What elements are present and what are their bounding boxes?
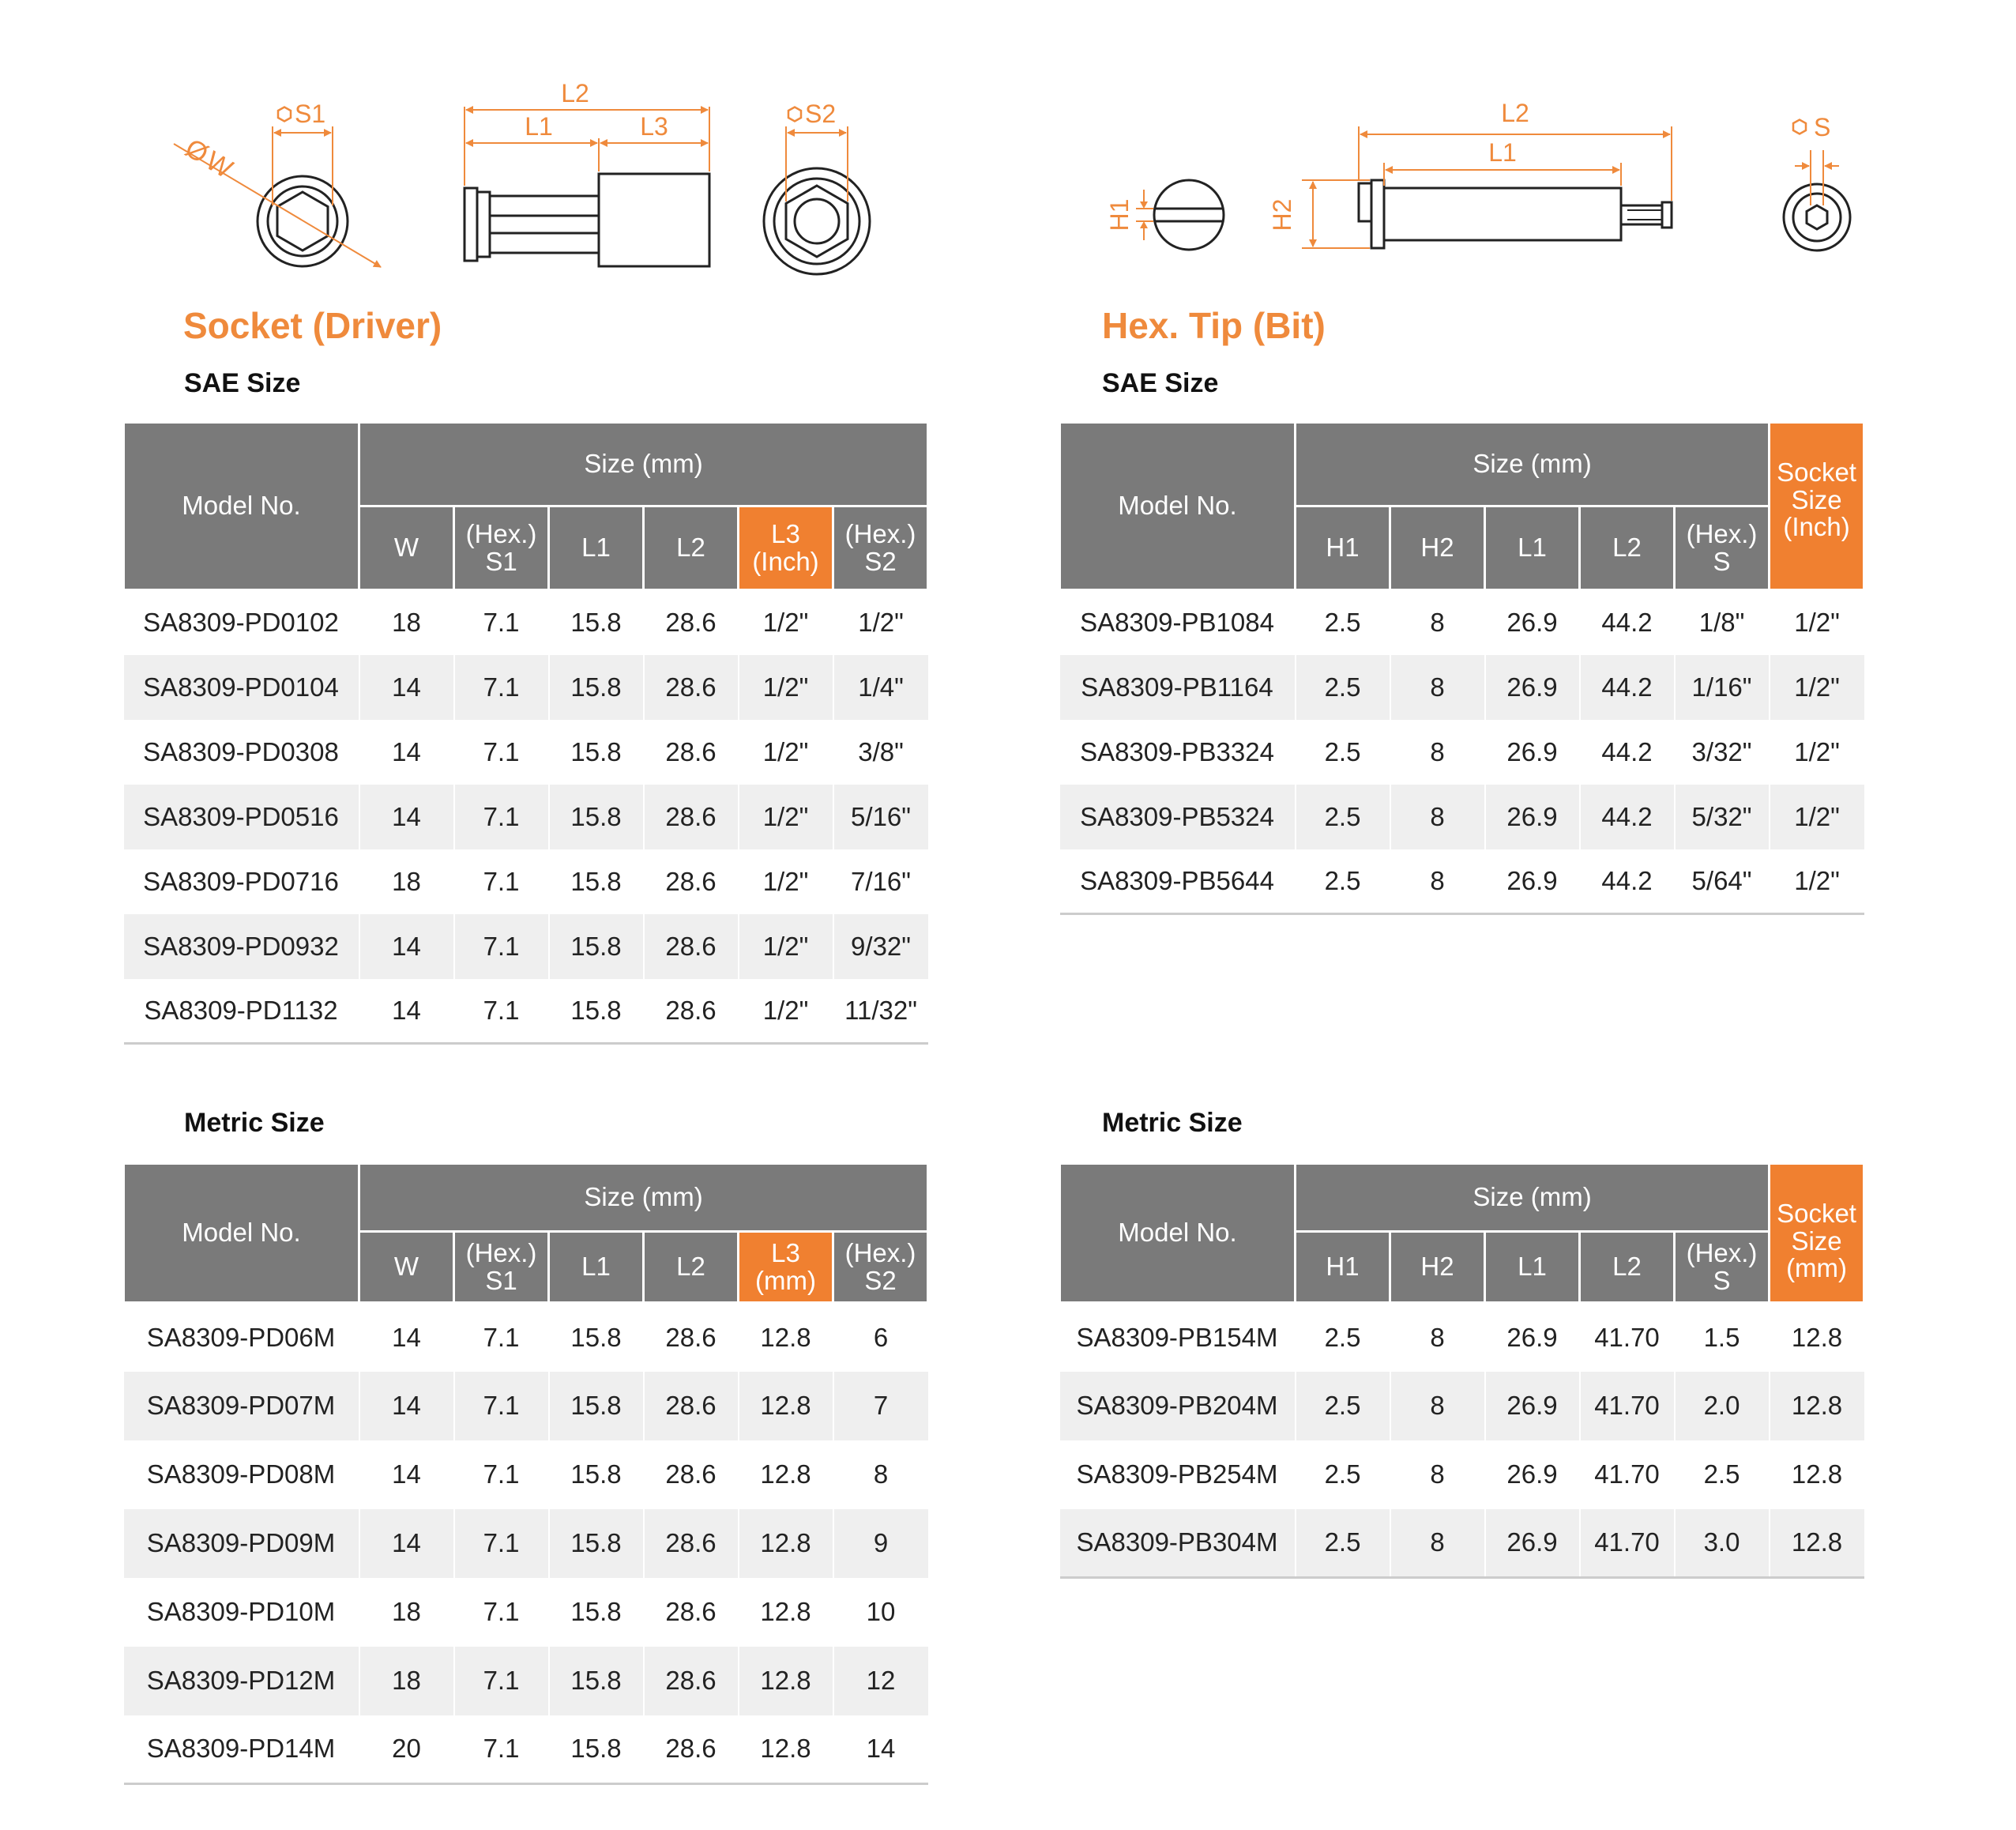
table-cell: 44.2	[1580, 849, 1675, 914]
header-l2: L2	[1580, 1232, 1675, 1303]
table-cell: 28.6	[644, 655, 739, 720]
table-row	[124, 914, 928, 979]
header-l2: L2	[1580, 506, 1675, 590]
header-s2: (Hex.) S2	[833, 1232, 928, 1303]
table-cell: 5/16"	[833, 785, 928, 849]
bit-l2-label: L2	[1501, 99, 1529, 127]
table-cell: 1/2"	[1770, 655, 1864, 720]
table-cell: 15.8	[549, 1440, 644, 1509]
socket-sae-title: SAE Size	[184, 368, 301, 398]
table-cell: 2.5	[1296, 1372, 1390, 1440]
table-cell: 2.5	[1296, 1440, 1390, 1509]
table-cell: 7.1	[454, 785, 549, 849]
table-cell: 7	[833, 1372, 928, 1440]
table-row	[1060, 1303, 1864, 1372]
table-cell: 18	[359, 1647, 454, 1715]
table-cell: 9	[833, 1509, 928, 1578]
header-h2: H2	[1390, 506, 1485, 590]
table-cell: 44.2	[1580, 655, 1675, 720]
table-cell: 7.1	[454, 1372, 549, 1440]
socket-s2-label: S2	[805, 100, 837, 128]
table-cell: 2.5	[1296, 590, 1390, 655]
table-cell: 2.5	[1675, 1440, 1770, 1509]
table-cell: SA8309-PB1164	[1060, 655, 1296, 720]
socket-s1-label: S1	[295, 100, 326, 128]
header-w: W	[359, 1232, 454, 1303]
socket-metric-title: Metric Size	[184, 1108, 325, 1138]
table-cell: 7.1	[454, 590, 549, 655]
table-cell: SA8309-PD08M	[146, 1459, 336, 1489]
table-cell: SA8309-PB3324	[1080, 736, 1274, 766]
table-cell: 28.6	[644, 1440, 739, 1509]
table-row	[124, 1647, 928, 1715]
table-cell: 14	[359, 1509, 454, 1578]
table-cell: 8	[1390, 1303, 1485, 1372]
table-cell: 26.9	[1485, 785, 1580, 849]
header-model: Model No.	[124, 423, 359, 590]
table-cell: 14	[359, 979, 454, 1044]
table-cell: 12.8	[739, 1372, 833, 1440]
table-cell: 44.2	[1580, 785, 1675, 849]
table-cell: 14	[359, 785, 454, 849]
table-cell: 1/8"	[1675, 590, 1770, 655]
table-cell: 2.5	[1296, 849, 1390, 914]
bit-front-diagram	[1090, 158, 1232, 269]
table-cell: 15.8	[549, 1647, 644, 1715]
header-h2: H2	[1390, 1232, 1485, 1303]
table-cell: 12.8	[739, 1509, 833, 1578]
socket-l1-label: L1	[525, 112, 553, 141]
table-cell: 8	[1390, 1440, 1485, 1509]
header-s1: (Hex.) S1	[454, 506, 549, 590]
table-cell: 1/2"	[1770, 590, 1864, 655]
header-h1: H1	[1296, 1232, 1390, 1303]
table-cell: 28.6	[644, 1715, 739, 1784]
table-cell: 1/2"	[739, 849, 833, 914]
table-cell: 12.8	[1770, 1372, 1864, 1440]
socket-back-diagram	[743, 87, 901, 284]
table-cell: 1/2"	[739, 914, 833, 979]
table-cell: SA8309-PD09M	[124, 1509, 359, 1578]
table-cell: 7.1	[454, 720, 549, 785]
table-row	[1060, 1509, 1864, 1578]
table-cell: 1/16"	[1675, 655, 1770, 720]
table-cell: 26.9	[1485, 1440, 1580, 1509]
table-cell: SA8309-PB154M	[1076, 1322, 1278, 1352]
table-cell: 26.9	[1485, 849, 1580, 914]
table-cell: 1/2"	[1770, 785, 1864, 849]
table-cell: 8	[1390, 1509, 1485, 1578]
bit-back-diagram	[1762, 103, 1880, 269]
table-cell: 12.8	[739, 1578, 833, 1647]
table-cell: 8	[1390, 655, 1485, 720]
table-cell: SA8309-PD14M	[124, 1715, 359, 1784]
table-cell: 1/2"	[739, 655, 833, 720]
socket-metric-table	[122, 1162, 929, 1785]
table-cell: 2.5	[1296, 720, 1390, 785]
socket-side-diagram	[442, 75, 727, 281]
table-row	[124, 590, 928, 655]
header-s: (Hex.) S	[1675, 1232, 1770, 1303]
table-cell: 28.6	[644, 1303, 739, 1372]
table-cell: SA8309-PD12M	[124, 1647, 359, 1715]
table-cell: SA8309-PB5324	[1060, 785, 1296, 849]
socket-front-diagram	[158, 87, 395, 284]
table-cell: 28.6	[644, 1372, 739, 1440]
table-cell: 8	[833, 1440, 928, 1509]
header-size: Size (mm)	[1296, 1164, 1770, 1232]
table-cell: 15.8	[549, 1372, 644, 1440]
table-cell: 28.6	[644, 979, 739, 1044]
table-row	[124, 849, 928, 914]
table-cell: SA8309-PB204M	[1060, 1372, 1296, 1440]
header-l2: L2	[644, 506, 739, 590]
table-row	[124, 1440, 928, 1509]
table-cell: 14	[359, 914, 454, 979]
table-cell: 28.6	[644, 1647, 739, 1715]
table-cell: 8	[1390, 590, 1485, 655]
table-cell: 7.1	[454, 979, 549, 1044]
header-s1: (Hex.) S1	[454, 1232, 549, 1303]
table-cell: 12.8	[739, 1440, 833, 1509]
table-row	[1060, 785, 1864, 849]
header-socket-size: Socket Size (mm)	[1770, 1164, 1864, 1303]
table-cell: 9/32"	[833, 914, 928, 979]
table-cell: 18	[359, 849, 454, 914]
table-cell: SA8309-PD10M	[146, 1597, 336, 1626]
table-cell: SA8309-PD07M	[124, 1372, 359, 1440]
table-cell: SA8309-PD0932	[124, 914, 359, 979]
table-cell: 28.6	[644, 785, 739, 849]
table-cell: SA8309-PD06M	[146, 1322, 336, 1352]
table-cell: 41.70	[1580, 1303, 1675, 1372]
bit-h2-label: H2	[1268, 198, 1296, 232]
table-cell: 7.1	[454, 1578, 549, 1647]
table-cell: SA8309-PB304M	[1060, 1509, 1296, 1578]
table-cell: 15.8	[549, 720, 644, 785]
table-cell: SA8309-PB254M	[1076, 1459, 1278, 1489]
table-cell: 12.8	[1770, 1440, 1864, 1509]
table-cell: 7.1	[454, 1509, 549, 1578]
table-cell: 1/4"	[833, 655, 928, 720]
table-row	[124, 1715, 928, 1784]
table-cell: 10	[833, 1578, 928, 1647]
table-cell: 26.9	[1485, 1509, 1580, 1578]
table-cell: 1.5	[1675, 1303, 1770, 1372]
table-cell: 8	[1390, 720, 1485, 785]
table-cell: 26.9	[1485, 655, 1580, 720]
table-cell: SA8309-PD1132	[124, 979, 359, 1044]
header-l1: L1	[1485, 1232, 1580, 1303]
table-cell: 26.9	[1485, 720, 1580, 785]
header-l3: L3 (Inch)	[739, 506, 833, 590]
header-socket-size: Socket Size (Inch)	[1770, 423, 1864, 590]
table-cell: 7.1	[454, 1440, 549, 1509]
table-cell: 12.8	[1770, 1303, 1864, 1372]
table-cell: 14	[359, 1303, 454, 1372]
table-cell: 6	[833, 1303, 928, 1372]
table-cell: 7.1	[454, 655, 549, 720]
table-row	[124, 1509, 928, 1578]
table-row	[124, 655, 928, 720]
table-cell: 15.8	[549, 914, 644, 979]
bit-side-diagram	[1256, 95, 1714, 269]
socket-l3-label: L3	[640, 112, 668, 141]
header-model: Model No.	[1060, 1164, 1296, 1303]
table-cell: 1/2"	[739, 785, 833, 849]
table-cell: 12.8	[739, 1715, 833, 1784]
table-cell: 14	[359, 1372, 454, 1440]
bit-sae-table	[1059, 421, 1865, 915]
table-cell: 26.9	[1485, 590, 1580, 655]
header-s: (Hex.) S	[1675, 506, 1770, 590]
socket-l2-label: L2	[561, 79, 589, 107]
table-cell: 3.0	[1675, 1509, 1770, 1578]
table-cell: 2.5	[1296, 1509, 1390, 1578]
table-cell: 12	[833, 1647, 928, 1715]
header-size: Size (mm)	[359, 423, 928, 506]
table-cell: 12.8	[1770, 1509, 1864, 1578]
table-cell: 3/32"	[1675, 720, 1770, 785]
header-s2: (Hex.) S2	[833, 506, 928, 590]
table-row	[124, 720, 928, 785]
table-cell: 7.1	[454, 914, 549, 979]
table-row	[1060, 849, 1864, 914]
table-row	[1060, 1440, 1864, 1509]
table-cell: 28.6	[644, 1578, 739, 1647]
table-cell: 7/16"	[833, 849, 928, 914]
table-cell: SA8309-PD0516	[124, 785, 359, 849]
table-cell: 15.8	[549, 1303, 644, 1372]
table-cell: SA8309-PD0104	[124, 655, 359, 720]
header-h1: H1	[1296, 506, 1390, 590]
table-row	[1060, 655, 1864, 720]
table-row	[1060, 590, 1864, 655]
table-row	[124, 979, 928, 1044]
bit-h1-label: H1	[1105, 198, 1134, 232]
table-cell: 28.6	[644, 849, 739, 914]
table-cell: 5/64"	[1675, 849, 1770, 914]
header-l3: L3 (mm)	[739, 1232, 833, 1303]
table-row	[1060, 720, 1864, 785]
header-l1: L1	[549, 1232, 644, 1303]
table-cell: 28.6	[644, 1509, 739, 1578]
table-cell: 2.0	[1675, 1372, 1770, 1440]
bit-title: Hex. Tip (Bit)	[1102, 305, 1326, 346]
table-cell: 1/2"	[1770, 720, 1864, 785]
bit-sae-title: SAE Size	[1102, 368, 1219, 398]
table-cell: 26.9	[1485, 1372, 1580, 1440]
table-row	[124, 1303, 928, 1372]
table-cell: 1/2"	[833, 590, 928, 655]
table-cell: 15.8	[549, 979, 644, 1044]
table-cell: SA8309-PB1084	[1080, 608, 1274, 638]
table-cell: SA8309-PB5644	[1060, 849, 1296, 914]
bit-s-label: S	[1814, 113, 1831, 141]
table-cell: 14	[359, 655, 454, 720]
table-cell: 15.8	[549, 1509, 644, 1578]
table-cell: 18	[359, 590, 454, 655]
header-size: Size (mm)	[359, 1164, 928, 1232]
header-l2: L2	[644, 1232, 739, 1303]
header-model: Model No.	[1060, 423, 1296, 590]
table-cell: 7.1	[454, 1715, 549, 1784]
bit-metric-title: Metric Size	[1102, 1108, 1243, 1138]
table-cell: 8	[1390, 849, 1485, 914]
table-cell: 7.1	[454, 1303, 549, 1372]
table-cell: 41.70	[1580, 1509, 1675, 1578]
table-cell: 8	[1390, 1372, 1485, 1440]
socket-w-label: W	[200, 145, 238, 185]
table-cell: 3/8"	[833, 720, 928, 785]
socket-sae-table	[122, 421, 929, 1045]
table-cell: 15.8	[549, 785, 644, 849]
table-cell: 8	[1390, 785, 1485, 849]
table-cell: SA8309-PD0102	[143, 608, 339, 638]
table-row	[1060, 1372, 1864, 1440]
table-row	[124, 1578, 928, 1647]
table-cell: SA8309-PD0716	[143, 866, 339, 896]
table-cell: 26.9	[1485, 1303, 1580, 1372]
table-cell: 1/2"	[739, 720, 833, 785]
table-cell: 28.6	[644, 720, 739, 785]
table-cell: 41.70	[1580, 1440, 1675, 1509]
bit-metric-table	[1059, 1162, 1865, 1579]
header-l1: L1	[1485, 506, 1580, 590]
table-cell: 14	[359, 1440, 454, 1509]
table-cell: 5/32"	[1675, 785, 1770, 849]
table-row	[124, 785, 928, 849]
table-cell: 41.70	[1580, 1372, 1675, 1440]
table-cell: 28.6	[644, 914, 739, 979]
bit-l1-label: L1	[1488, 138, 1517, 167]
table-cell: 15.8	[549, 849, 644, 914]
table-cell: 44.2	[1580, 720, 1675, 785]
table-cell: 7.1	[454, 1647, 549, 1715]
header-w: W	[359, 506, 454, 590]
table-cell: 15.8	[549, 1578, 644, 1647]
table-cell: 20	[359, 1715, 454, 1784]
table-cell: SA8309-PD0308	[143, 736, 339, 766]
table-cell: 15.8	[549, 655, 644, 720]
table-cell: 2.5	[1296, 785, 1390, 849]
table-cell: 11/32"	[833, 979, 928, 1044]
table-cell: 1/2"	[739, 979, 833, 1044]
svg-text:Ø: Ø	[179, 133, 214, 170]
table-cell: 15.8	[549, 590, 644, 655]
header-size: Size (mm)	[1296, 423, 1770, 506]
header-model: Model No.	[124, 1164, 359, 1303]
table-cell: 7.1	[454, 849, 549, 914]
table-row	[124, 1372, 928, 1440]
table-cell: 44.2	[1580, 590, 1675, 655]
table-cell: 18	[359, 1578, 454, 1647]
table-cell: 1/2"	[739, 590, 833, 655]
table-cell: 14	[359, 720, 454, 785]
table-cell: 15.8	[549, 1715, 644, 1784]
table-cell: 12.8	[739, 1303, 833, 1372]
table-cell: 1/2"	[1770, 849, 1864, 914]
table-cell: 28.6	[644, 590, 739, 655]
table-cell: 12.8	[739, 1647, 833, 1715]
table-cell: 2.5	[1296, 1303, 1390, 1372]
table-cell: 2.5	[1296, 655, 1390, 720]
header-l1: L1	[549, 506, 644, 590]
table-cell: 14	[833, 1715, 928, 1784]
socket-title: Socket (Driver)	[183, 305, 442, 346]
